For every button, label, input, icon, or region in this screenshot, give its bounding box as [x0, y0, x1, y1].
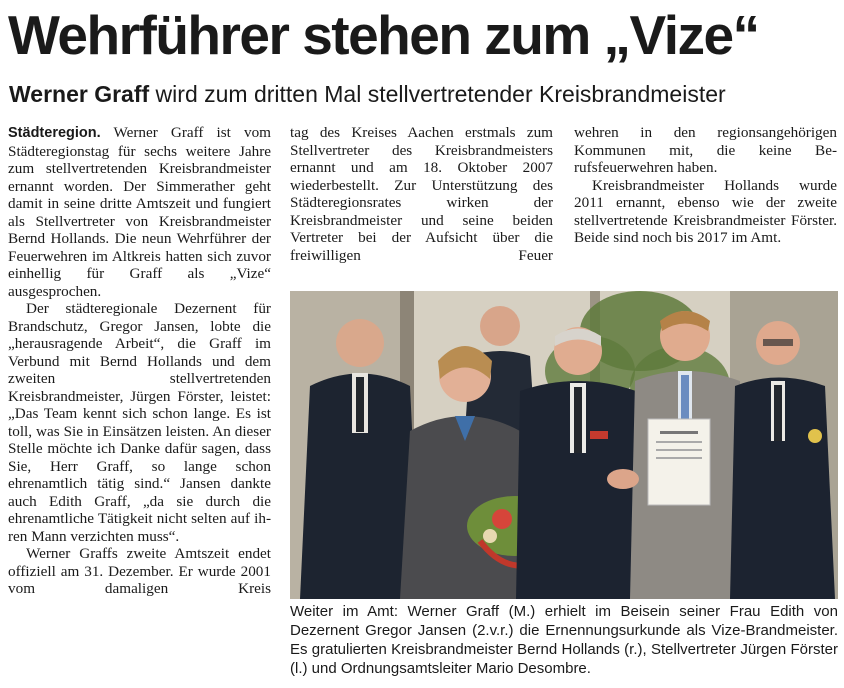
paragraph: Der städteregionale Dezernent für Brandschutz, Gregor Jansen, lobte die „herausragende Arbeit“, die Graff im Verbund mit Bernd Hollands und dem zweiten stellvertretenden Kreisbrandmeister, Jürgen Förster, leistet: „Das Team kennt sich schon lange. Es ist toll, was Sie in Einsätzen leisten. An dieser Stelle möchte ich Danke dafür sagen, dass Sie, Herr Graff, so lange schon ehrenamtlich tätig sind.“ Jansen dankte auch Edith Graff, „da sie durch die ehrenamtliche Tätigkeit nicht selten auf ihren Mann verzichten muss“.: [8, 300, 271, 545]
handshake: [607, 469, 639, 489]
paragraph: Kreisbrandmeister Hollands wurde 2011 ernannt, ebenso wie der zweite stellvertretende Kreisbrandmeister Förster. Beide sind noch bis 2017 im Amt.: [574, 176, 837, 246]
headline: Wehrführer stehen zum „Vize“: [8, 4, 759, 66]
article-column-3: [574, 124, 837, 247]
photo-caption: Weiter im Amt: Werner Graff (M.) erhielt im Beisein seiner Frau Edith von Dezernent Gregor Jansen (2.v.r.) die Ernennungsurkunde als Vize-Brandmeister. Es gratulierten Kreisbrandmeister Bernd Hollands (r.), Stellvertreter Jürgen Förster (l.) und Ordnungsamtsleiter Mario Desombre.: [290, 603, 838, 677]
paragraph: wehren in den regionsangehörigen Kommunen mit, die keine Berufsfeuerwehren haben.: [574, 124, 837, 176]
article-column-1: [8, 124, 271, 598]
paragraph-text: Werner Graff ist vom Städteregionstag für sechs weitere Jahre zum stellvertretenden Kreisbrandmeister ernannt worden. Der Simmerather geht damit in seine dritte Amtszeit und fungiert als Stellvertreter von Kreisbrandmeister Bernd Hollands. Die neun Wehrführer der Feuerwehren im Altkreis hatten sich zuvor einhellig für Graff als „Vize“ ausgesprochen.: [8, 124, 271, 300]
subline-kicker: Werner Graff: [9, 81, 150, 107]
paragraph: Werner Graffs zweite Amtszeit endet offiziell am 31. Dezember. Er wurde 2001 vom damaligen Kreis: [8, 545, 271, 597]
group-photo-illustration: [290, 291, 838, 599]
news-photo: [290, 291, 838, 599]
subline-text: wird zum dritten Mal stellvertretender Kreisbrandmeister: [149, 81, 726, 107]
dateline: Städteregion.: [8, 125, 101, 141]
certificate: [648, 419, 710, 505]
paragraph: [8, 124, 271, 300]
subline: [9, 79, 839, 109]
article-column-2: [290, 124, 553, 264]
paragraph: tag des Kreises Aachen erstmals zum Stellvertreter des Kreisbrandmeisters ernannt und am 18. Oktober 2007 wiederbestellt. Zur Unterstützung des Städteregionsrates wirken der Kreisbrandmeister und seine beiden Vertreter bei der Aufsicht über die freiwilligen Feuer: [290, 124, 553, 264]
